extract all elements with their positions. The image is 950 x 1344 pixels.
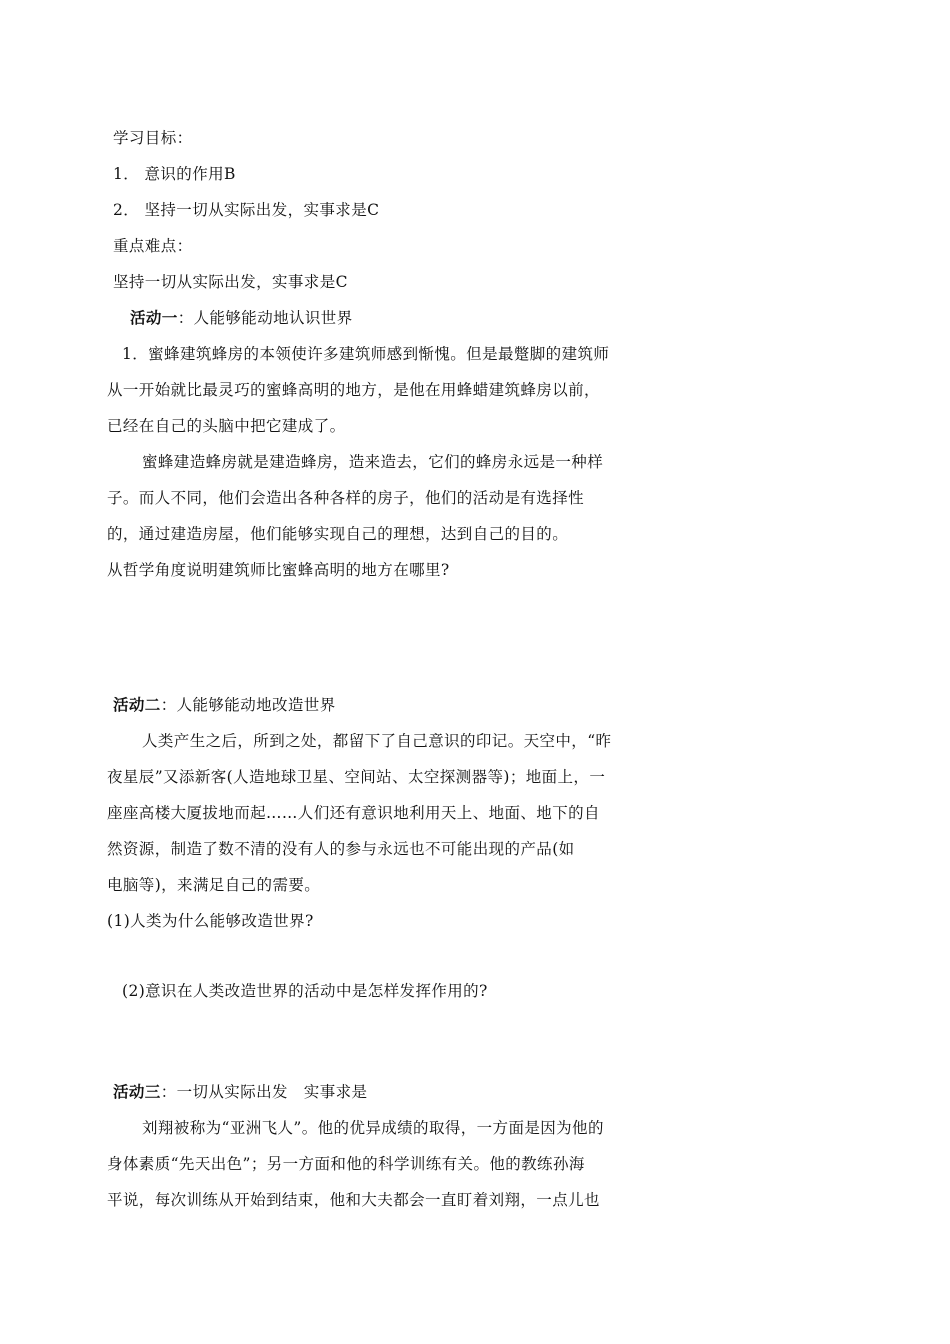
activity2-line-4: 然资源，制造了数不清的没有人的参与永远也不可能出现的产品(如 bbox=[107, 840, 575, 858]
activity3-line-2: 身体素质“先天出色”；另一方面和他的科学训练有关。他的教练孙海 bbox=[107, 1155, 585, 1173]
key-points-text: 坚持一切从实际出发，实事求是C bbox=[113, 273, 348, 291]
activity1-line-5: 子。而人不同，他们会造出各种各样的房子，他们的活动是有选择性 bbox=[107, 489, 585, 507]
activity2-line-5: 电脑等)，来满足自己的需要。 bbox=[107, 876, 321, 894]
activity2-line-3: 座座高楼大厦拔地而起……人们还有意识地利用天上、地面、地下的自 bbox=[107, 804, 600, 822]
objectives-heading: 学习目标： bbox=[113, 129, 193, 147]
activity2-line-1: 人类产生之后，所到之处，都留下了自己意识的印记。天空中，“昨 bbox=[142, 732, 612, 750]
objective-item-1: 1． 意识的作用B bbox=[113, 165, 236, 183]
activity1-line-6: 的，通过建造房屋，他们能够实现自己的理想，达到自己的目的。 bbox=[107, 525, 569, 543]
activity1-line-3: 已经在自己的头脑中把它建成了。 bbox=[107, 417, 346, 435]
activity2-title: ：人能够能动地改造世界 bbox=[160, 696, 336, 714]
activity3-line-3: 平说，每次训练从开始到结束，他和大夫都会一直盯着刘翔，一点儿也 bbox=[107, 1191, 600, 1209]
activity2-question-2: (2)意识在人类改造世界的活动中是怎样发挥作用的? bbox=[122, 982, 488, 1000]
activity2-heading bbox=[113, 695, 336, 715]
activity2-question-1: (1)人类为什么能够改造世界? bbox=[107, 912, 314, 930]
activity1-line-4: 蜜蜂建造蜂房就是建造蜂房，造来造去，它们的蜂房永远是一种样 bbox=[142, 453, 604, 471]
activity1-line-1: 1．蜜蜂建筑蜂房的本领使许多建筑师感到惭愧。但是最蹩脚的建筑师 bbox=[122, 345, 610, 363]
activity1-title: ：人能够能动地认识世界 bbox=[177, 309, 353, 327]
activity3-label: 活动三 bbox=[113, 1083, 161, 1101]
activity1-heading bbox=[130, 308, 353, 328]
activity2-line-2: 夜星辰”又添新客(人造地球卫星、空间站、太空探测器等)；地面上，一 bbox=[107, 768, 606, 786]
key-points-heading: 重点难点： bbox=[113, 237, 193, 255]
objective-item-2: 2． 坚持一切从实际出发，实事求是C bbox=[113, 201, 380, 219]
activity1-question: 从哲学角度说明建筑师比蜜蜂高明的地方在哪里? bbox=[107, 561, 450, 579]
activity1-line-2: 从一开始就比最灵巧的蜜蜂高明的地方，是他在用蜂蜡建筑蜂房以前， bbox=[107, 381, 600, 399]
activity3-line-1: 刘翔被称为“亚洲飞人”。他的优异成绩的取得，一方面是因为他的 bbox=[142, 1119, 604, 1137]
activity3-heading bbox=[113, 1082, 367, 1102]
activity1-label: 活动一 bbox=[130, 309, 178, 327]
activity3-title: ：一切从实际出发 实事求是 bbox=[160, 1083, 368, 1101]
activity2-label: 活动二 bbox=[113, 696, 161, 714]
